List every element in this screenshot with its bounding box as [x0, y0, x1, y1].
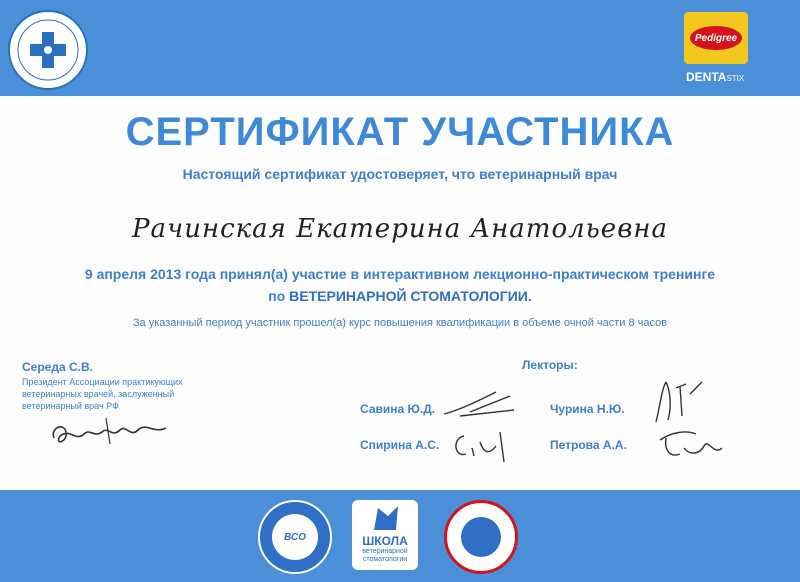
tooth-icon — [461, 517, 501, 557]
participation-line: 9 апреля 2013 года принял(а) участие в интерактивном лекционно-практическом тренинге — [84, 266, 716, 282]
association-logo-icon — [8, 10, 88, 90]
header-band — [0, 0, 800, 96]
lecturer-signature — [450, 424, 520, 464]
certificate-title: СЕРТИФИКАТ УЧАСТНИКА — [125, 110, 675, 154]
lecturer-name: Савина Ю.Д. — [360, 402, 436, 416]
dentastix-logo — [686, 70, 744, 84]
president-name: Середа С.В. — [22, 360, 93, 374]
pedigree-logo — [684, 12, 748, 64]
dentastix-logo-text: DENTA — [686, 70, 727, 84]
subject-line — [0, 288, 800, 304]
lecturer-signature — [440, 386, 516, 422]
dental-badge-icon — [444, 500, 518, 574]
lecturer-name: Чурина Н.Ю. — [550, 402, 625, 416]
dentastix-logo-suffix: STIX — [726, 74, 745, 83]
lecturer-name: Петрова А.А. — [550, 438, 627, 452]
lecturer-name: Спирина А.С. — [360, 438, 440, 452]
dog-head-icon — [352, 500, 418, 534]
lecturer-signature — [646, 376, 716, 426]
lecturer-signature — [656, 424, 726, 464]
lecturers-heading: Лекторы: — [522, 358, 578, 372]
president-description: Президент Ассоциации практикующих ветеринарных врачей, заслуженный ветеринарный врач РФ — [22, 377, 183, 411]
vso-badge-icon — [258, 500, 332, 574]
course-hours-line: За указанный период участник прошел(а) курс повышения квалификации в объеме очной части 8 часов — [132, 317, 668, 329]
vso-badge-text: ВСО — [272, 514, 318, 560]
school-title: ШКОЛА — [362, 534, 408, 548]
subject-name: ВЕТЕРИНАРНОЙ СТОМАТОЛОГИИ. — [289, 288, 532, 304]
president-signature — [46, 408, 176, 452]
certificate-subtitle: Настоящий сертификат удостоверяет, что ветеринарный врач — [182, 166, 618, 182]
pedigree-logo-text: Pedigree — [690, 26, 742, 50]
subject-prefix: по — [268, 288, 286, 304]
school-logo — [352, 500, 418, 570]
recipient-name: Рачинская Екатерина Анатольевна — [132, 214, 668, 244]
school-subtitle: ветеринарной стоматологии — [362, 548, 408, 563]
